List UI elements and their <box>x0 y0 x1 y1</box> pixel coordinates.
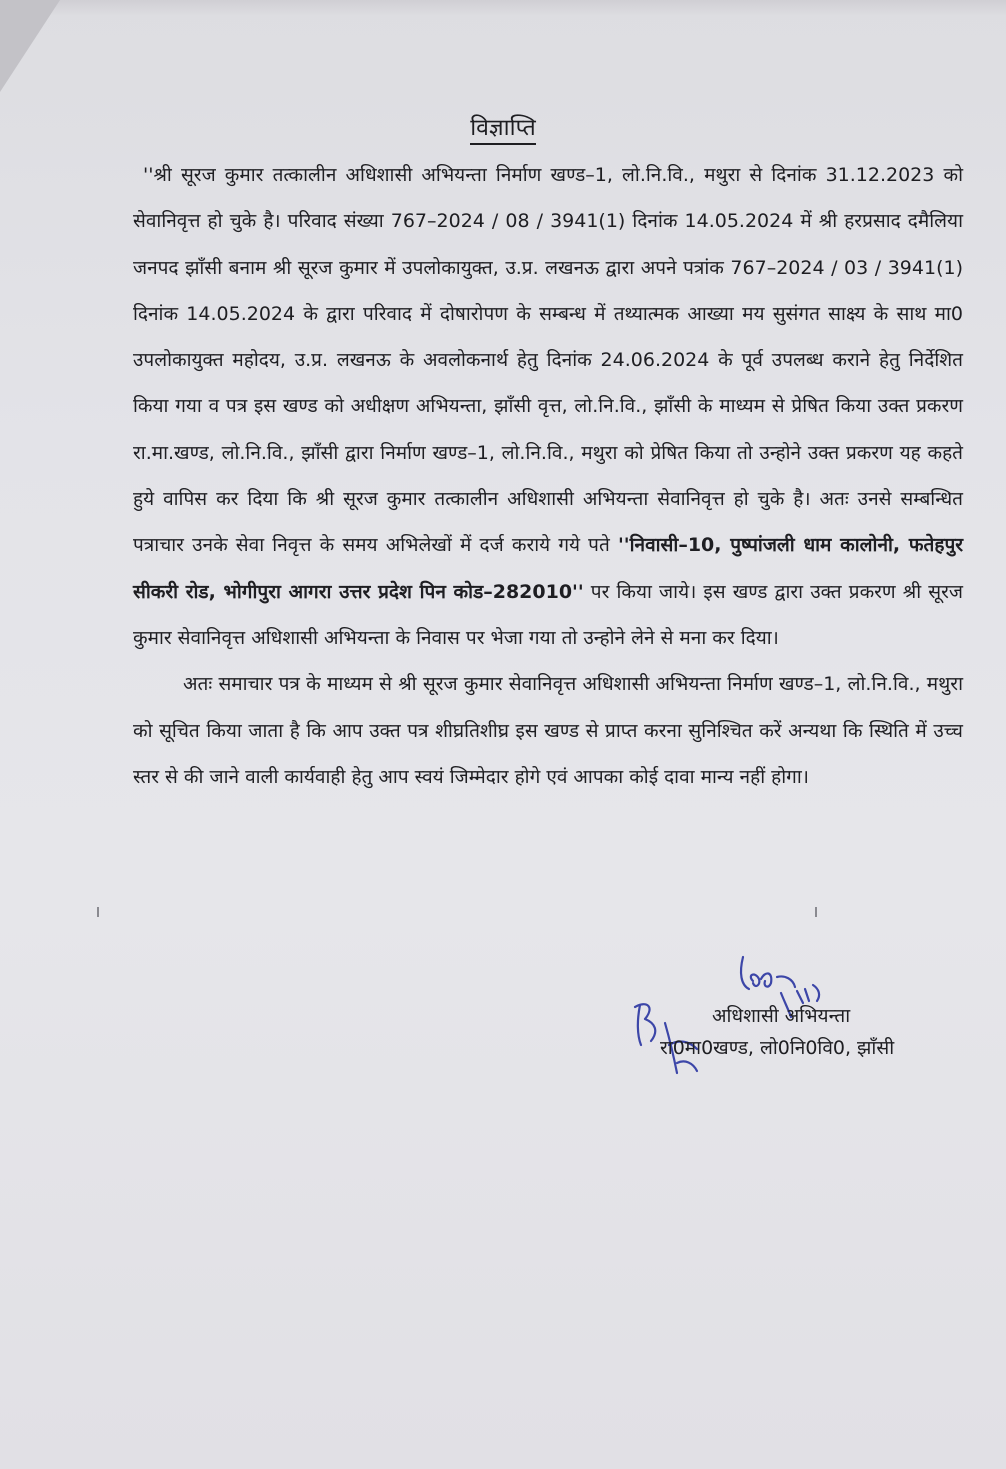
signatory-designation: अधिशासी अभियन्ता <box>712 1005 851 1027</box>
notice-title <box>0 110 1006 142</box>
notice-title-text: विज्ञाप्ति <box>470 115 536 145</box>
paragraph-2-text: अतः समाचार पत्र के माध्यम से श्री सूरज कुमार सेवानिवृत्त अधिशासी अभियन्ता निर्माण खण्ड–1, लो.नि.वि., मथुरा को सूचित किया जाता है कि आप उक्त पत्र शीघ्रतिशीघ्र इस खण्ड से प्राप्त करना सुनिश्चित करें अन्यथा कि स्थिति में उच्च स्तर से की जाने वाली कार्यवाही हेतु आप स्वयं जिम्मेदार होगे एवं आपका कोई दावा मान्य नहीं होगा। <box>133 673 963 788</box>
address-highlight: ''निवासी–10, पुष्पांजली धाम कालोनी, फतेहपुर सीकरी रोड, भोगीपुरा आगरा उत्तर प्रदेश पिन कोड–282010'' <box>133 534 964 603</box>
paragraph-1-text-a: ''श्री सूरज कुमार तत्कालीन अधिशासी अभियन्ता निर्माण खण्ड–1, लो.नि.वि., मथुरा से दिनांक 31.12.2023 को सेवानिवृत्त हो चुके है। परिवाद संख्या 767–2024 / 08 / 3941(1) दिनांक 14.05.2024 में श्री हरप्रसाद दमैलिया जनपद झाँसी बनाम श्री सूरज कुमार में उपलोकायुक्त, उ.प्र. लखनऊ द्वारा अपने पत्रांक 767–2024 / 03 / 3941(1) दिनांक 14.05.2024 के द्वारा परिवाद में दोषारोपण के सम्बन्ध में तथ्यात्मक आख्या मय सुसंगत साक्ष्य के साथ मा0 उपलोकायुक्त महोदय, उ.प्र. लखनऊ के अवलोकनार्थ हेतु दिनांक 24.06.2024 के पूर्व उपलब्ध कराने हेतु निर्देशित किया गया व पत्र इस खण्ड को अधीक्षण अभियन्ता, झाँसी वृत्त, लो.नि.वि., झाँसी के माध्यम से प्रेषित किया उक्त प्रकरण रा.मा.खण्ड, लो.नि.वि., झाँसी द्वारा निर्माण खण्ड–1, लो.नि.वि., मथुरा को प्रेषित किया तो उन्होने उक्त प्रकरण यह कहते हुये वापिस कर दिया कि श्री सूरज कुमार तत्कालीन अधिशासी अभियन्ता सेवानिवृत्त हो चुके है। अतः उनसे सम्बन्धित पत्राचार उनके सेवा निवृत्त के समय अभिलेखों में दर्ज कराये गये पते <box>133 164 963 557</box>
signatory-office: रा0मा0खण्ड, लो0नि0वि0, झाँसी <box>660 1037 895 1059</box>
paragraph-2 <box>133 661 963 800</box>
paper-top-edge <box>0 0 1006 16</box>
folded-corner <box>0 0 60 92</box>
stray-mark-left <box>97 907 99 917</box>
paragraph-1-text-b: पर किया जाये। इस खण्ड द्वारा उक्त प्रकरण श्री सूरज कुमार सेवानिवृत्त अधिशासी अभियन्ता के निवास पर भेजा गया तो उन्होने लेने से मना कर दिया। <box>133 580 963 649</box>
stray-mark-right <box>815 907 817 917</box>
paragraph-1 <box>133 152 963 661</box>
notice-body <box>133 152 963 800</box>
signature-block <box>660 1000 980 1064</box>
